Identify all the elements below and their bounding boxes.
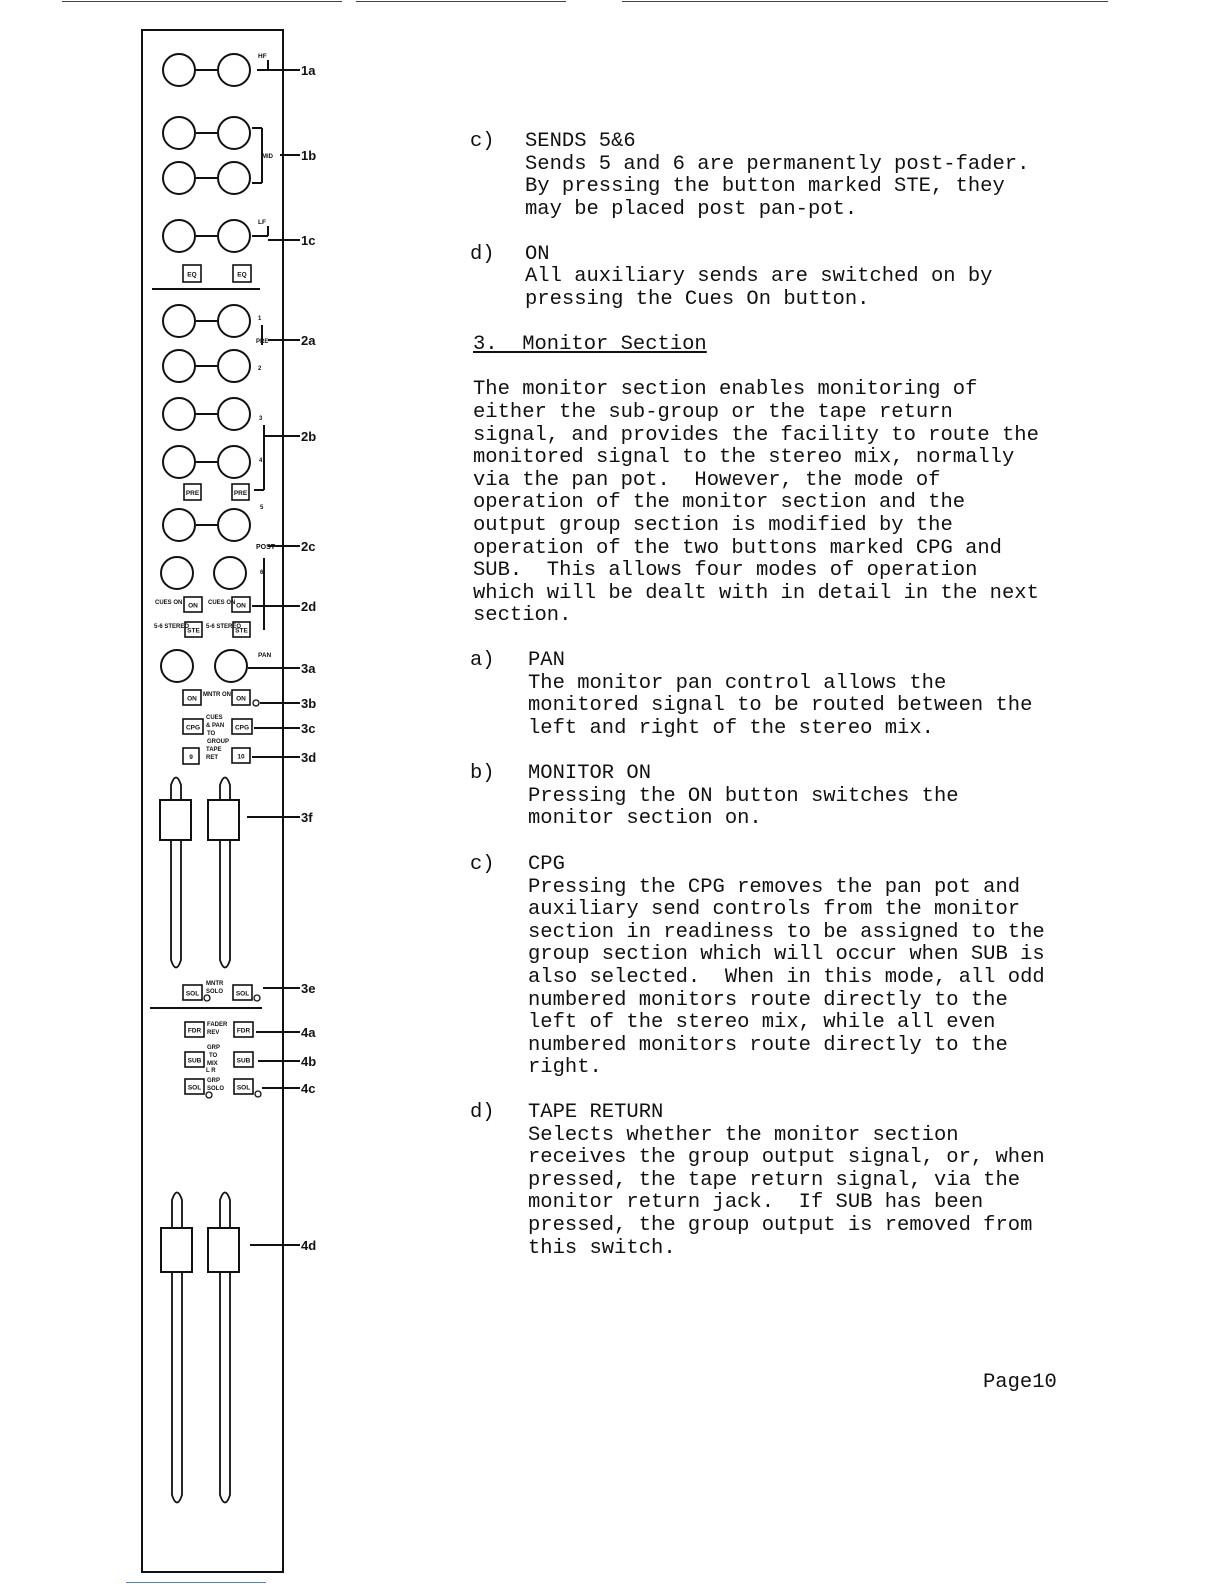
- sub-button-label: SUB: [187, 1057, 202, 1065]
- knob: [163, 350, 195, 382]
- pan-label: PAN: [258, 652, 272, 659]
- eq-band-lf-label: LF: [258, 219, 266, 226]
- sub-button-label: SUB: [236, 1057, 251, 1065]
- pre-button-label: PRE: [233, 490, 248, 497]
- fader-rev-button-label: FDR: [236, 1027, 251, 1035]
- text-line: pressed, the tape return signal, via the: [528, 1169, 1021, 1192]
- callout-label: 1c: [301, 233, 316, 248]
- text-line: monitored signal to be routed between the: [528, 694, 1033, 717]
- cpg-legend: TO: [207, 731, 216, 737]
- knob: [161, 650, 193, 682]
- knob: [163, 54, 195, 86]
- knob: [218, 446, 250, 478]
- item-label-d: d): [470, 1101, 495, 1124]
- text-line: numbered monitors route directly to the: [528, 1034, 1008, 1057]
- grp-mix-legend: L R: [206, 1068, 216, 1074]
- knob: [218, 220, 250, 252]
- monitor-on-button-label: ON: [187, 695, 197, 703]
- text-line: section in readiness to be assigned to the: [528, 921, 1045, 944]
- callout-label: 2d: [301, 599, 317, 614]
- ste-button-label: STE: [187, 627, 200, 635]
- text-line: may be placed post pan-pot.: [525, 198, 858, 221]
- tape-ret-legend: TAPE: [206, 747, 222, 753]
- callout-label: 4b: [301, 1054, 317, 1069]
- text-line: monitored signal to the stereo mix, normally: [473, 446, 1015, 469]
- item-title-monitor-on: MONITOR ON: [528, 762, 652, 785]
- text-line: receives the group output signal, or, when: [528, 1146, 1045, 1169]
- eq-band-hf-label: HF: [258, 53, 267, 60]
- item-label-a: a): [470, 649, 495, 672]
- top-rule-right: [622, 1, 1108, 2]
- cues-on-legend: CUES ON: [208, 600, 236, 606]
- indicator-led: [253, 700, 259, 706]
- text-line: operation of the monitor section and the: [473, 491, 966, 514]
- group-solo-button-label: SOL: [187, 1084, 202, 1092]
- text-line: which will be dealt with in detail in the next: [473, 582, 1039, 605]
- text-line: Selects whether the monitor section: [528, 1124, 959, 1147]
- aux-number-label: 2: [258, 366, 262, 372]
- page-number: Page10: [983, 1371, 1057, 1394]
- callout-label: 3c: [301, 721, 316, 736]
- cpg-button-label: CPG: [234, 724, 250, 732]
- text-line: auxiliary send controls from the monitor: [528, 898, 1021, 921]
- tape-return-button-label: 10: [237, 753, 245, 761]
- aux-number-label: 3: [259, 416, 263, 422]
- grp-mix-legend: TO: [209, 1053, 218, 1059]
- item-label-c: c): [470, 130, 495, 153]
- mntr-on-legend: MNTR ON: [203, 692, 231, 698]
- fader-rev-legend: FADER: [207, 1022, 228, 1028]
- callout-label: 3f: [301, 810, 313, 825]
- knob: [214, 557, 246, 589]
- text-line: pressing the Cues On button.: [525, 288, 870, 311]
- monitor-solo-button-label: SOL: [185, 990, 200, 998]
- callout-label: 1a: [301, 63, 316, 78]
- item-title-cpg: CPG: [528, 853, 565, 876]
- callout-label: 3a: [301, 661, 316, 676]
- text-line: via the pan pot. However, the mode of: [473, 469, 941, 492]
- knob: [163, 305, 195, 337]
- aux-number-label: 5: [260, 505, 264, 511]
- knob: [163, 446, 195, 478]
- text-line: Sends 5 and 6 are permanently post-fader.: [525, 153, 1030, 176]
- cpg-legend: & PAN: [206, 723, 225, 729]
- text-line: pressed, the group output is removed from: [528, 1214, 1033, 1237]
- callout-label: 3e: [301, 981, 316, 996]
- fader-rev-legend: REV: [207, 1030, 220, 1036]
- item-title-tape-return: TAPE RETURN: [528, 1101, 664, 1124]
- text-line: By pressing the button marked STE, they: [525, 175, 1005, 198]
- item-title-pan: PAN: [528, 649, 565, 672]
- text-line: operation of the two buttons marked CPG and: [473, 537, 1002, 560]
- tape-return-button-label: 9: [189, 754, 193, 761]
- cpg-legend: CUES: [206, 715, 223, 721]
- callout-label: 1b: [301, 148, 317, 163]
- stereo-legend: 5-6 STEREO: [206, 624, 242, 630]
- knob: [163, 398, 195, 430]
- text-line: section.: [473, 604, 572, 627]
- text-line: left and right of the stereo mix.: [528, 717, 934, 740]
- aux-number-label: 1: [258, 316, 262, 322]
- indicator-led: [206, 1092, 212, 1098]
- knob: [218, 117, 250, 149]
- eq-button-label: EQ: [237, 271, 247, 279]
- mntr-solo-legend: MNTR: [206, 981, 224, 987]
- text-line: signal, and provides the facility to route the: [473, 424, 1039, 447]
- text-line: group section which will occur when SUB is: [528, 943, 1045, 966]
- item-title-sends: SENDS 5&6: [525, 130, 636, 153]
- grp-solo-legend: SOLO: [207, 1086, 225, 1092]
- monitor-on-button-label: ON: [236, 695, 246, 703]
- knob: [218, 398, 250, 430]
- knob: [218, 54, 250, 86]
- callout-label: 2c: [301, 539, 316, 554]
- cues-on-button-label: ON: [188, 602, 198, 610]
- knob: [218, 509, 250, 541]
- pre-button-label: PRE: [185, 490, 200, 497]
- text-line: numbered monitors route directly to the: [528, 989, 1008, 1012]
- knob: [215, 650, 247, 682]
- mntr-solo-legend: SOLO: [206, 989, 224, 995]
- fader-rev-button-label: FDR: [187, 1027, 202, 1035]
- knob: [163, 162, 195, 194]
- aux-pre-label: PRE: [256, 339, 269, 345]
- cues-on-button-label: ON: [236, 602, 246, 610]
- text-line: All auxiliary sends are switched on by: [525, 265, 993, 288]
- grp-mix-legend: MIX: [207, 1061, 218, 1067]
- knob: [218, 350, 250, 382]
- item-label-b: b): [470, 762, 495, 785]
- grp-solo-legend: GRP: [207, 1078, 221, 1084]
- knob: [161, 557, 193, 589]
- grp-mix-legend: GRP: [207, 1045, 221, 1051]
- text-line: output group section is modified by the: [473, 514, 953, 537]
- callout-label: 4c: [301, 1081, 316, 1096]
- item-label-d: d): [470, 243, 495, 266]
- indicator-led: [255, 1091, 261, 1097]
- ste-button-label: STE: [235, 627, 248, 635]
- text-line: SUB. This allows four modes of operation: [473, 559, 978, 582]
- text-line: monitor return jack. If SUB has been: [528, 1191, 984, 1214]
- callout-label: 3b: [301, 696, 317, 711]
- channel-strip-diagram: [0, 0, 380, 1584]
- knob: [163, 509, 195, 541]
- section-heading: 3. Monitor Section: [473, 333, 707, 356]
- fader-cap: [160, 800, 191, 840]
- eq-button-label: EQ: [187, 271, 197, 279]
- knob: [218, 162, 250, 194]
- callout-label: 4d: [301, 1238, 317, 1253]
- text-line: left of the stereo mix, while all even: [528, 1011, 996, 1034]
- aux-number-label: 6: [260, 570, 264, 576]
- fader-cap: [161, 1228, 192, 1272]
- top-rule-middle: [356, 1, 566, 2]
- text-line: Pressing the ON button switches the: [528, 785, 959, 808]
- group-solo-button-label: SOL: [236, 1084, 251, 1092]
- text-line: also selected. When in this mode, all odd: [528, 966, 1045, 989]
- text-line: this switch.: [528, 1237, 676, 1260]
- monitor-solo-button-label: SOL: [235, 990, 250, 998]
- callout-label: 2b: [301, 429, 317, 444]
- stereo-legend: 5-6 STEREO: [154, 624, 190, 630]
- item-title-on: ON: [525, 243, 550, 266]
- aux-number-label: 4: [259, 458, 263, 464]
- knob: [163, 220, 195, 252]
- tape-ret-legend: RET: [206, 755, 218, 761]
- indicator-led: [204, 995, 210, 1001]
- cpg-button-label: CPG: [185, 724, 201, 732]
- eq-band-mid-label: MID: [262, 154, 273, 160]
- text-line: The monitor pan control allows the: [528, 672, 947, 695]
- text-line: monitor section on.: [528, 807, 762, 830]
- aux-post-label: POST: [256, 544, 276, 551]
- cues-on-legend: CUES ON: [155, 600, 183, 606]
- fader-cap: [208, 800, 239, 840]
- callout-label: 4a: [301, 1025, 316, 1040]
- text-line: Pressing the CPG removes the pan pot and: [528, 876, 1021, 899]
- text-line: either the sub-group or the tape return: [473, 401, 953, 424]
- callout-label: 2a: [301, 333, 316, 348]
- knob: [218, 305, 250, 337]
- knob: [163, 117, 195, 149]
- text-line: right.: [528, 1056, 602, 1079]
- fader-cap: [208, 1228, 239, 1272]
- item-label-c: c): [470, 853, 495, 876]
- text-line: The monitor section enables monitoring of: [473, 378, 978, 401]
- callout-label: 3d: [301, 750, 317, 765]
- indicator-led: [254, 995, 260, 1001]
- cpg-legend: GROUP: [207, 739, 230, 745]
